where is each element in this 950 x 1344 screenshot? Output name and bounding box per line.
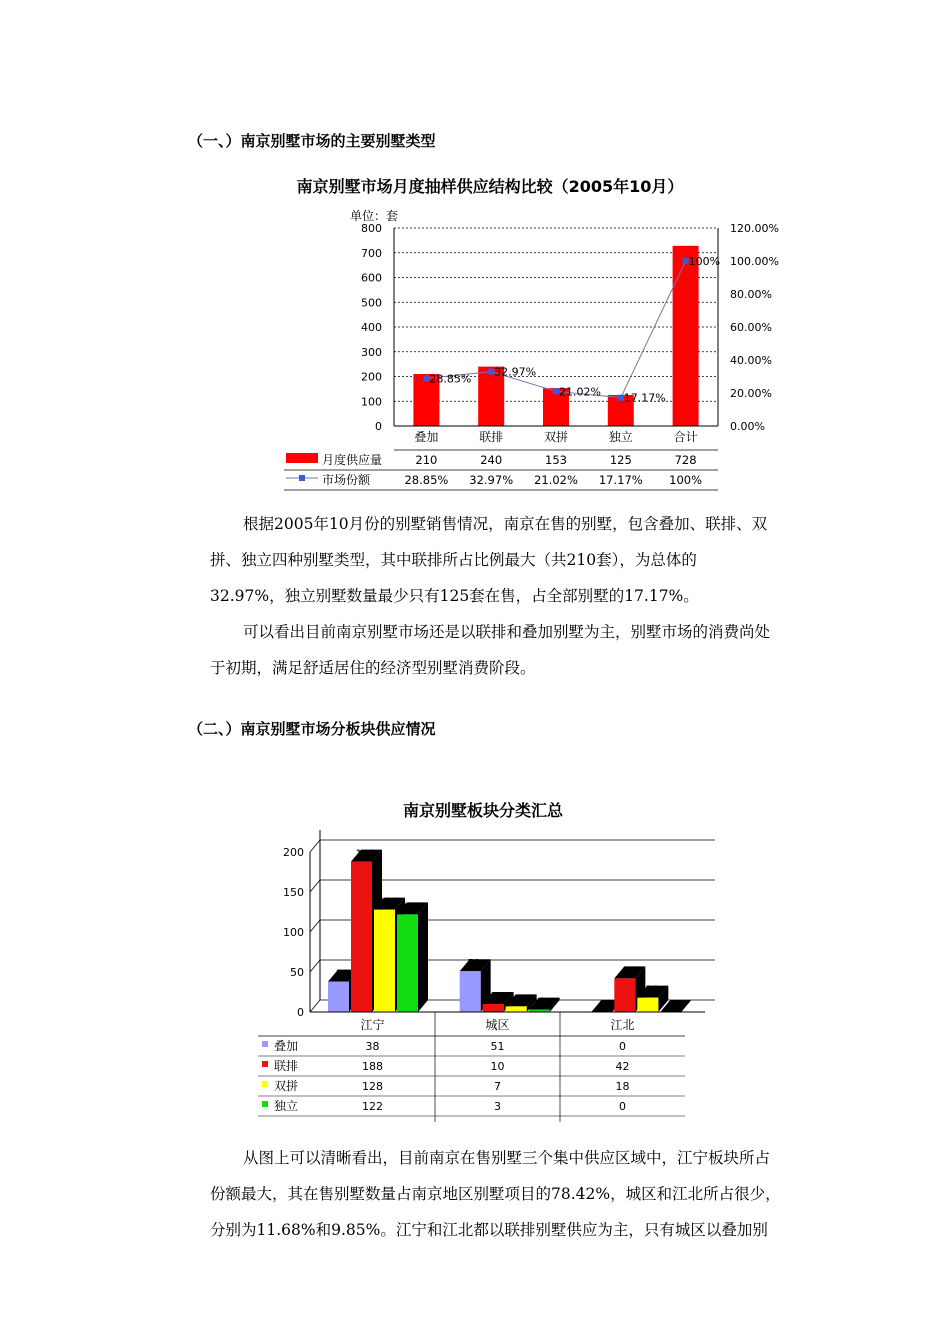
bar-value-label: 128: [378, 896, 399, 909]
left-axis-tick-label: 200: [361, 370, 382, 384]
table-cell: 0: [619, 1040, 626, 1053]
bar-value-label: 0: [671, 999, 679, 1011]
paragraph-1: [210, 506, 820, 614]
table-cell: 38: [365, 1040, 380, 1053]
bar: [374, 910, 395, 1012]
y-tick-label: 100: [283, 926, 304, 939]
paragraph-3-line: 份额最大，其在售别墅数量占南京地区别墅项目的78.42%，城区和江北所占很少，: [210, 1185, 781, 1203]
paragraph-1-line: 32.97%，独立别墅数量最少只有125套在售，占全部别墅的17.17%。: [210, 587, 699, 605]
paragraph-1-line: 拼、独立四种别墅类型，其中联排所占比例最大（共210套），为总体的: [210, 551, 697, 569]
right-axis-tick-label: 60.00%: [730, 321, 772, 334]
legend-swatch: [262, 1061, 268, 1067]
y-tick-label: 150: [283, 886, 304, 899]
category-label: 江宁: [360, 1018, 385, 1032]
bar-value-label: 42: [622, 965, 636, 978]
legend-swatch: [262, 1081, 268, 1087]
right-axis-tick-label: 40.00%: [730, 354, 772, 367]
table-cell: 128: [362, 1080, 383, 1093]
paragraph-3-line: 从图上可以清晰看出，目前南京在售别墅三个集中供应区域中，江宁板块所占: [243, 1149, 771, 1167]
bar-value-label: 122: [401, 901, 422, 914]
share-data-label: 32.97%: [494, 365, 537, 379]
legend-swatch-supply: [286, 453, 318, 463]
bar: [506, 1006, 527, 1012]
chart1-unit-label: 单位：套: [350, 209, 399, 223]
bar: [673, 246, 699, 426]
left-axis-tick-label: 400: [361, 321, 382, 334]
left-axis-tick-label: 300: [361, 345, 382, 359]
share-data-label: 17.17%: [623, 391, 666, 405]
bar: [614, 978, 635, 1012]
table-cell: 210: [415, 453, 438, 467]
table-row-label: 市场份额: [322, 473, 371, 487]
share-data-label: 100%: [688, 255, 721, 268]
right-axis-tick-label: 0.00%: [730, 420, 765, 433]
bar: [351, 862, 372, 1012]
right-axis-tick-label: 100.00%: [730, 255, 779, 268]
table-cell: 42: [615, 1060, 630, 1073]
left-axis-tick-label: 800: [361, 222, 382, 235]
table-cell: 100%: [669, 473, 703, 487]
category-label: 叠加: [414, 430, 439, 444]
table-cell: 240: [480, 453, 503, 467]
share-data-label: 21.02%: [559, 385, 601, 399]
category-label: 合计: [673, 430, 698, 444]
table-cell: 18: [615, 1080, 630, 1093]
left-axis-tick-label: 600: [361, 271, 382, 285]
grid-depth-line: [310, 1000, 320, 1012]
legend-label: 独立: [274, 1099, 299, 1113]
category-label: 独立: [608, 430, 633, 444]
table-cell: 3: [494, 1100, 501, 1113]
section-2-heading: （二、）南京别墅市场分板块供应情况: [188, 720, 436, 738]
y-tick-label: 200: [283, 846, 304, 859]
table-row-label: 月度供应量: [322, 453, 383, 467]
bar-value-label: 3: [539, 996, 547, 1009]
legend-label: 双拼: [274, 1079, 299, 1093]
bar: [483, 1004, 504, 1012]
bar-value-label: 0: [602, 999, 610, 1011]
paragraph-1-line: 根据2005年10月份的别墅销售情况，南京在售的别墅，包含叠加、联排、双: [243, 515, 768, 533]
bar-value-label: 18: [645, 984, 659, 997]
paragraph-2-line: 于初期，满足舒适居住的经济型别墅消费阶段。: [210, 659, 536, 677]
table-cell: 21.02%: [534, 473, 578, 487]
table-cell: 728: [674, 453, 697, 467]
supply-structure-chart: [270, 168, 790, 493]
right-axis-tick-label: 120.00%: [730, 222, 779, 235]
table-cell: 51: [490, 1040, 505, 1053]
table-cell: 17.17%: [598, 473, 643, 487]
section-1-heading: （一、）南京别墅市场的主要别墅类型: [188, 132, 436, 150]
legend-swatch-share-marker: [299, 475, 305, 481]
category-label: 联排: [479, 430, 504, 444]
bar: [637, 998, 658, 1012]
chart2-title: 南京别墅板块分类汇总: [402, 801, 564, 820]
legend-swatch: [262, 1041, 268, 1047]
table-cell: 32.97%: [469, 473, 514, 487]
table-cell: 28.85%: [404, 473, 449, 487]
table-cell: 0: [619, 1100, 626, 1113]
bar: [460, 971, 481, 1012]
legend-label: 联排: [274, 1059, 299, 1073]
table-cell: 188: [362, 1060, 383, 1073]
paragraph-2-line: 可以看出目前南京别墅市场还是以联排和叠加别墅为主，别墅市场的消费尚处: [243, 623, 771, 641]
grid-depth-line: [310, 920, 320, 932]
paragraph-3-line: 分别为11.68%和9.85%。江宁和江北都以联排别墅供应为主，只有城区以叠加别: [210, 1221, 768, 1239]
category-label: 城区: [485, 1018, 510, 1032]
left-axis-tick-label: 0: [375, 420, 382, 433]
table-cell: 10: [490, 1060, 505, 1073]
bar-value-label: 7: [516, 993, 524, 1006]
bar-value-label: 10: [490, 991, 504, 1003]
table-cell: 125: [609, 453, 632, 467]
legend-label: 叠加: [274, 1039, 299, 1053]
table-cell: 153: [545, 453, 567, 467]
bar-value-label: 38: [335, 968, 350, 981]
bar-value-label: 51: [467, 958, 481, 971]
left-axis-tick-label: 700: [361, 246, 382, 260]
legend-swatch: [262, 1101, 268, 1107]
right-axis-tick-label: 80.00%: [730, 288, 772, 301]
category-label: 江北: [610, 1018, 635, 1032]
bar: [397, 914, 418, 1012]
district-summary-chart: [250, 790, 720, 1125]
paragraph-3: [210, 1140, 820, 1248]
paragraph-2: [210, 614, 820, 686]
left-axis-tick-label: 500: [361, 296, 382, 310]
grid-depth-line: [310, 880, 320, 892]
category-label: 双拼: [543, 430, 569, 444]
y-tick-label: 50: [290, 966, 304, 979]
chart1-title: 南京别墅市场月度抽样供应结构比较（2005年10月）: [296, 177, 684, 196]
share-data-label: 28.85%: [429, 372, 472, 386]
bar-value-label: 188: [355, 848, 376, 861]
bar-side: [418, 902, 428, 1012]
left-axis-tick-label: 100: [361, 395, 382, 409]
grid-depth-line: [310, 960, 320, 972]
table-cell: 7: [494, 1080, 501, 1093]
table-cell: 122: [362, 1100, 383, 1113]
grid-depth-line: [310, 840, 320, 852]
y-tick-label: 0: [297, 1006, 304, 1019]
bar: [328, 982, 349, 1012]
right-axis-tick-label: 20.00%: [730, 387, 772, 400]
